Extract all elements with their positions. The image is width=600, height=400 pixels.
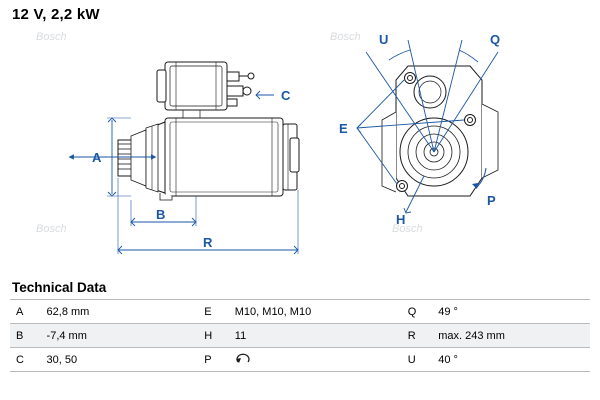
dim-label-U: U <box>379 32 389 47</box>
rotation-direction-icon <box>235 353 253 367</box>
watermark: Bosch <box>392 223 423 235</box>
table-row <box>10 348 590 372</box>
technical-data-table <box>10 299 590 372</box>
row-value-c: 30, 50 <box>43 348 199 372</box>
row-key-b: B <box>10 324 43 348</box>
dim-label-H: H <box>396 212 406 227</box>
watermark: Bosch <box>36 31 67 43</box>
row-value-q: 49 ° <box>434 300 590 324</box>
dim-label-A: A <box>92 150 102 165</box>
row-value-u: 40 ° <box>434 348 590 372</box>
dim-label-R: R <box>203 235 213 250</box>
row-value-h: 11 <box>231 324 402 348</box>
row-key-h: H <box>198 324 231 348</box>
row-value-e: M10, M10, M10 <box>231 300 402 324</box>
row-key-e: E <box>198 300 231 324</box>
technical-data-section <box>10 280 590 372</box>
dim-label-C: C <box>281 88 291 103</box>
row-key-c: C <box>10 348 43 372</box>
dim-label-E: E <box>339 121 348 136</box>
technical-data-heading: Technical Data <box>12 280 107 295</box>
row-key-u: U <box>402 348 435 372</box>
page-title: 12 V, 2,2 kW <box>12 6 100 23</box>
table-row <box>10 324 590 348</box>
row-value-a: 62,8 mm <box>43 300 199 324</box>
watermark: Bosch <box>36 223 67 235</box>
dim-label-P: P <box>487 193 496 208</box>
watermark: Bosch <box>330 31 361 43</box>
dim-label-B: B <box>156 207 166 222</box>
side-view <box>118 62 299 200</box>
row-value-r: max. 243 mm <box>434 324 590 348</box>
row-key-a: A <box>10 300 43 324</box>
row-value-p <box>231 348 402 372</box>
dim-label-Q: Q <box>490 32 501 47</box>
row-key-q: Q <box>402 300 435 324</box>
end-view <box>382 66 498 196</box>
row-key-r: R <box>402 324 435 348</box>
table-row <box>10 300 590 324</box>
row-value-b: -7,4 mm <box>43 324 199 348</box>
row-key-p: P <box>198 348 231 372</box>
